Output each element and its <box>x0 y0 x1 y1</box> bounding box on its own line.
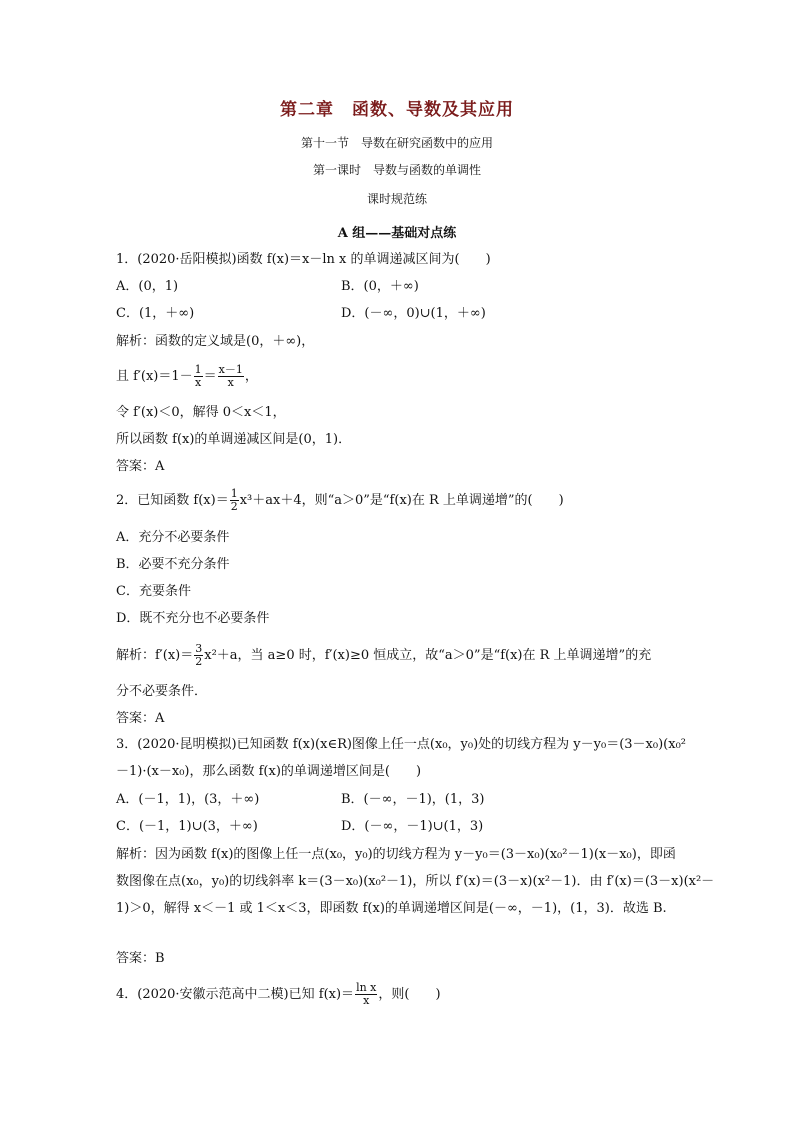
q1-fraction-1-denominator: x <box>195 376 202 389</box>
q1-answer: 答案：A <box>116 459 165 474</box>
q3-solution-line1: 解析：因为函数 f(x)的图像上任一点(x₀，y₀)的切线方程为 y－y₀＝(3－x₀)(x₀²－1)(x－x₀)，即函 <box>116 847 676 862</box>
q1-sol2-post: ， <box>244 369 258 384</box>
q2-option-a: A．充分不必要条件 <box>116 530 230 545</box>
q1-option-d: D．(－∞，0)∪(1，＋∞) <box>341 306 486 321</box>
q1-option-c: C．(1，＋∞) <box>116 306 195 321</box>
q2-stem-pre: 2．已知函数 f(x)＝ <box>116 493 229 508</box>
group-title: A 组——基础对点练 <box>337 226 457 241</box>
q1-solution-line3: 令 f′(x)＜0，解得 0＜x＜1， <box>116 405 286 420</box>
q4-stem-pre: 4．(2020·安徽示范高中二模)已知 f(x)＝ <box>116 987 355 1002</box>
chapter-title: 第二章 函数、导数及其应用 <box>280 100 514 120</box>
lesson-title: 第一课时 导数与函数的单调性 <box>312 163 481 177</box>
q3-answer: 答案：B <box>116 951 165 966</box>
q2-option-d: D．既不充分也不必要条件 <box>116 611 270 626</box>
q3-solution-line2: 数图像在点(x₀，y₀)的切线斜率 k＝(3－x₀)(x₀²－1)，所以 f′(x)＝(3－x)(x²－1)．由 f′(x)＝(3－x)(x²－ <box>116 874 715 889</box>
q1-option-b: B．(0，＋∞) <box>341 279 419 294</box>
q2-solution-line2: 分不必要条件． <box>116 684 208 699</box>
q1-stem: 1．(2020·岳阳模拟)函数 f(x)＝x－ln x 的单调递减区间为( ) <box>116 252 491 267</box>
section-title: 第十一节 导数在研究函数中的应用 <box>300 136 493 150</box>
q1-solution-line1: 解析：函数的定义域是(0，＋∞)， <box>116 334 315 349</box>
q3-stem-line1: 3．(2020·昆明模拟)已知函数 f(x)(x∈R)图像上任一点(x₀，y₀)处的切线方程为 y－y₀＝(3－x₀)(x₀² <box>116 737 686 752</box>
q4-stem-post: ，则( ) <box>378 987 441 1002</box>
q4-stem <box>116 978 441 1012</box>
q3-option-c: C．(－1，1)∪(3，＋∞) <box>116 819 258 834</box>
q2-sol-fraction-numerator: 3 <box>195 642 203 655</box>
q2-stem-fraction-numerator: 1 <box>230 487 238 500</box>
q3-option-a: A．(－1，1)，(3，＋∞) <box>116 792 260 807</box>
q2-stem-fraction <box>230 488 239 513</box>
practice-title: 课时规范练 <box>366 192 427 206</box>
q1-sol2-pre: 且 f′(x)＝1－ <box>116 369 193 384</box>
q2-answer: 答案：A <box>116 711 165 726</box>
q1-fraction-1 <box>194 364 203 389</box>
q2-sol-post: x²＋a，当 a≥0 时，f′(x)≥0 恒成立，故“a＞0”是“f(x)在 R 上单调递增”的充 <box>204 648 652 663</box>
q2-stem-fraction-denominator: 2 <box>230 500 238 513</box>
q2-sol-pre: 解析：f′(x)＝ <box>116 648 194 663</box>
q2-stem-post: x³＋ax＋4，则“a＞0”是“f(x)在 R 上单调递增”的( ) <box>239 493 564 508</box>
q3-option-d: D．(－∞，－1)∪(1，3) <box>341 819 484 834</box>
q2-sol-fraction <box>194 643 203 668</box>
q3-option-b: B．(－∞，－1)，(1，3) <box>341 792 485 807</box>
q3-solution-line3: 1)＞0，解得 x＜－1 或 1＜x＜3，即函数 f(x)的单调递增区间是(－∞，－1)，(1，3)．故选 B. <box>116 901 667 916</box>
q2-solution-line1 <box>116 639 651 673</box>
q3-stem-line2: －1)·(x－x₀)，那么函数 f(x)的单调递增区间是( ) <box>116 764 422 779</box>
q1-fraction-2 <box>218 364 244 389</box>
q2-sol-fraction-denominator: 2 <box>195 655 203 668</box>
q1-sol2-eq: ＝ <box>203 369 217 384</box>
q1-option-a: A．(0，1) <box>116 279 179 294</box>
q1-fraction-1-numerator: 1 <box>194 363 202 376</box>
q4-stem-fraction-numerator: ln x <box>356 981 377 994</box>
q1-fraction-2-denominator: x <box>227 376 234 389</box>
q1-fraction-2-numerator: x－1 <box>218 363 243 376</box>
q4-stem-fraction <box>355 982 377 1007</box>
q4-stem-fraction-denominator: x <box>363 994 370 1007</box>
q2-option-c: C．充要条件 <box>116 584 191 599</box>
q1-solution-line2 <box>116 360 258 394</box>
q2-stem <box>116 484 564 518</box>
q1-solution-line4: 所以函数 f(x)的单调递减区间是(0，1)． <box>116 432 352 447</box>
q2-option-b: B．必要不充分条件 <box>116 557 230 572</box>
